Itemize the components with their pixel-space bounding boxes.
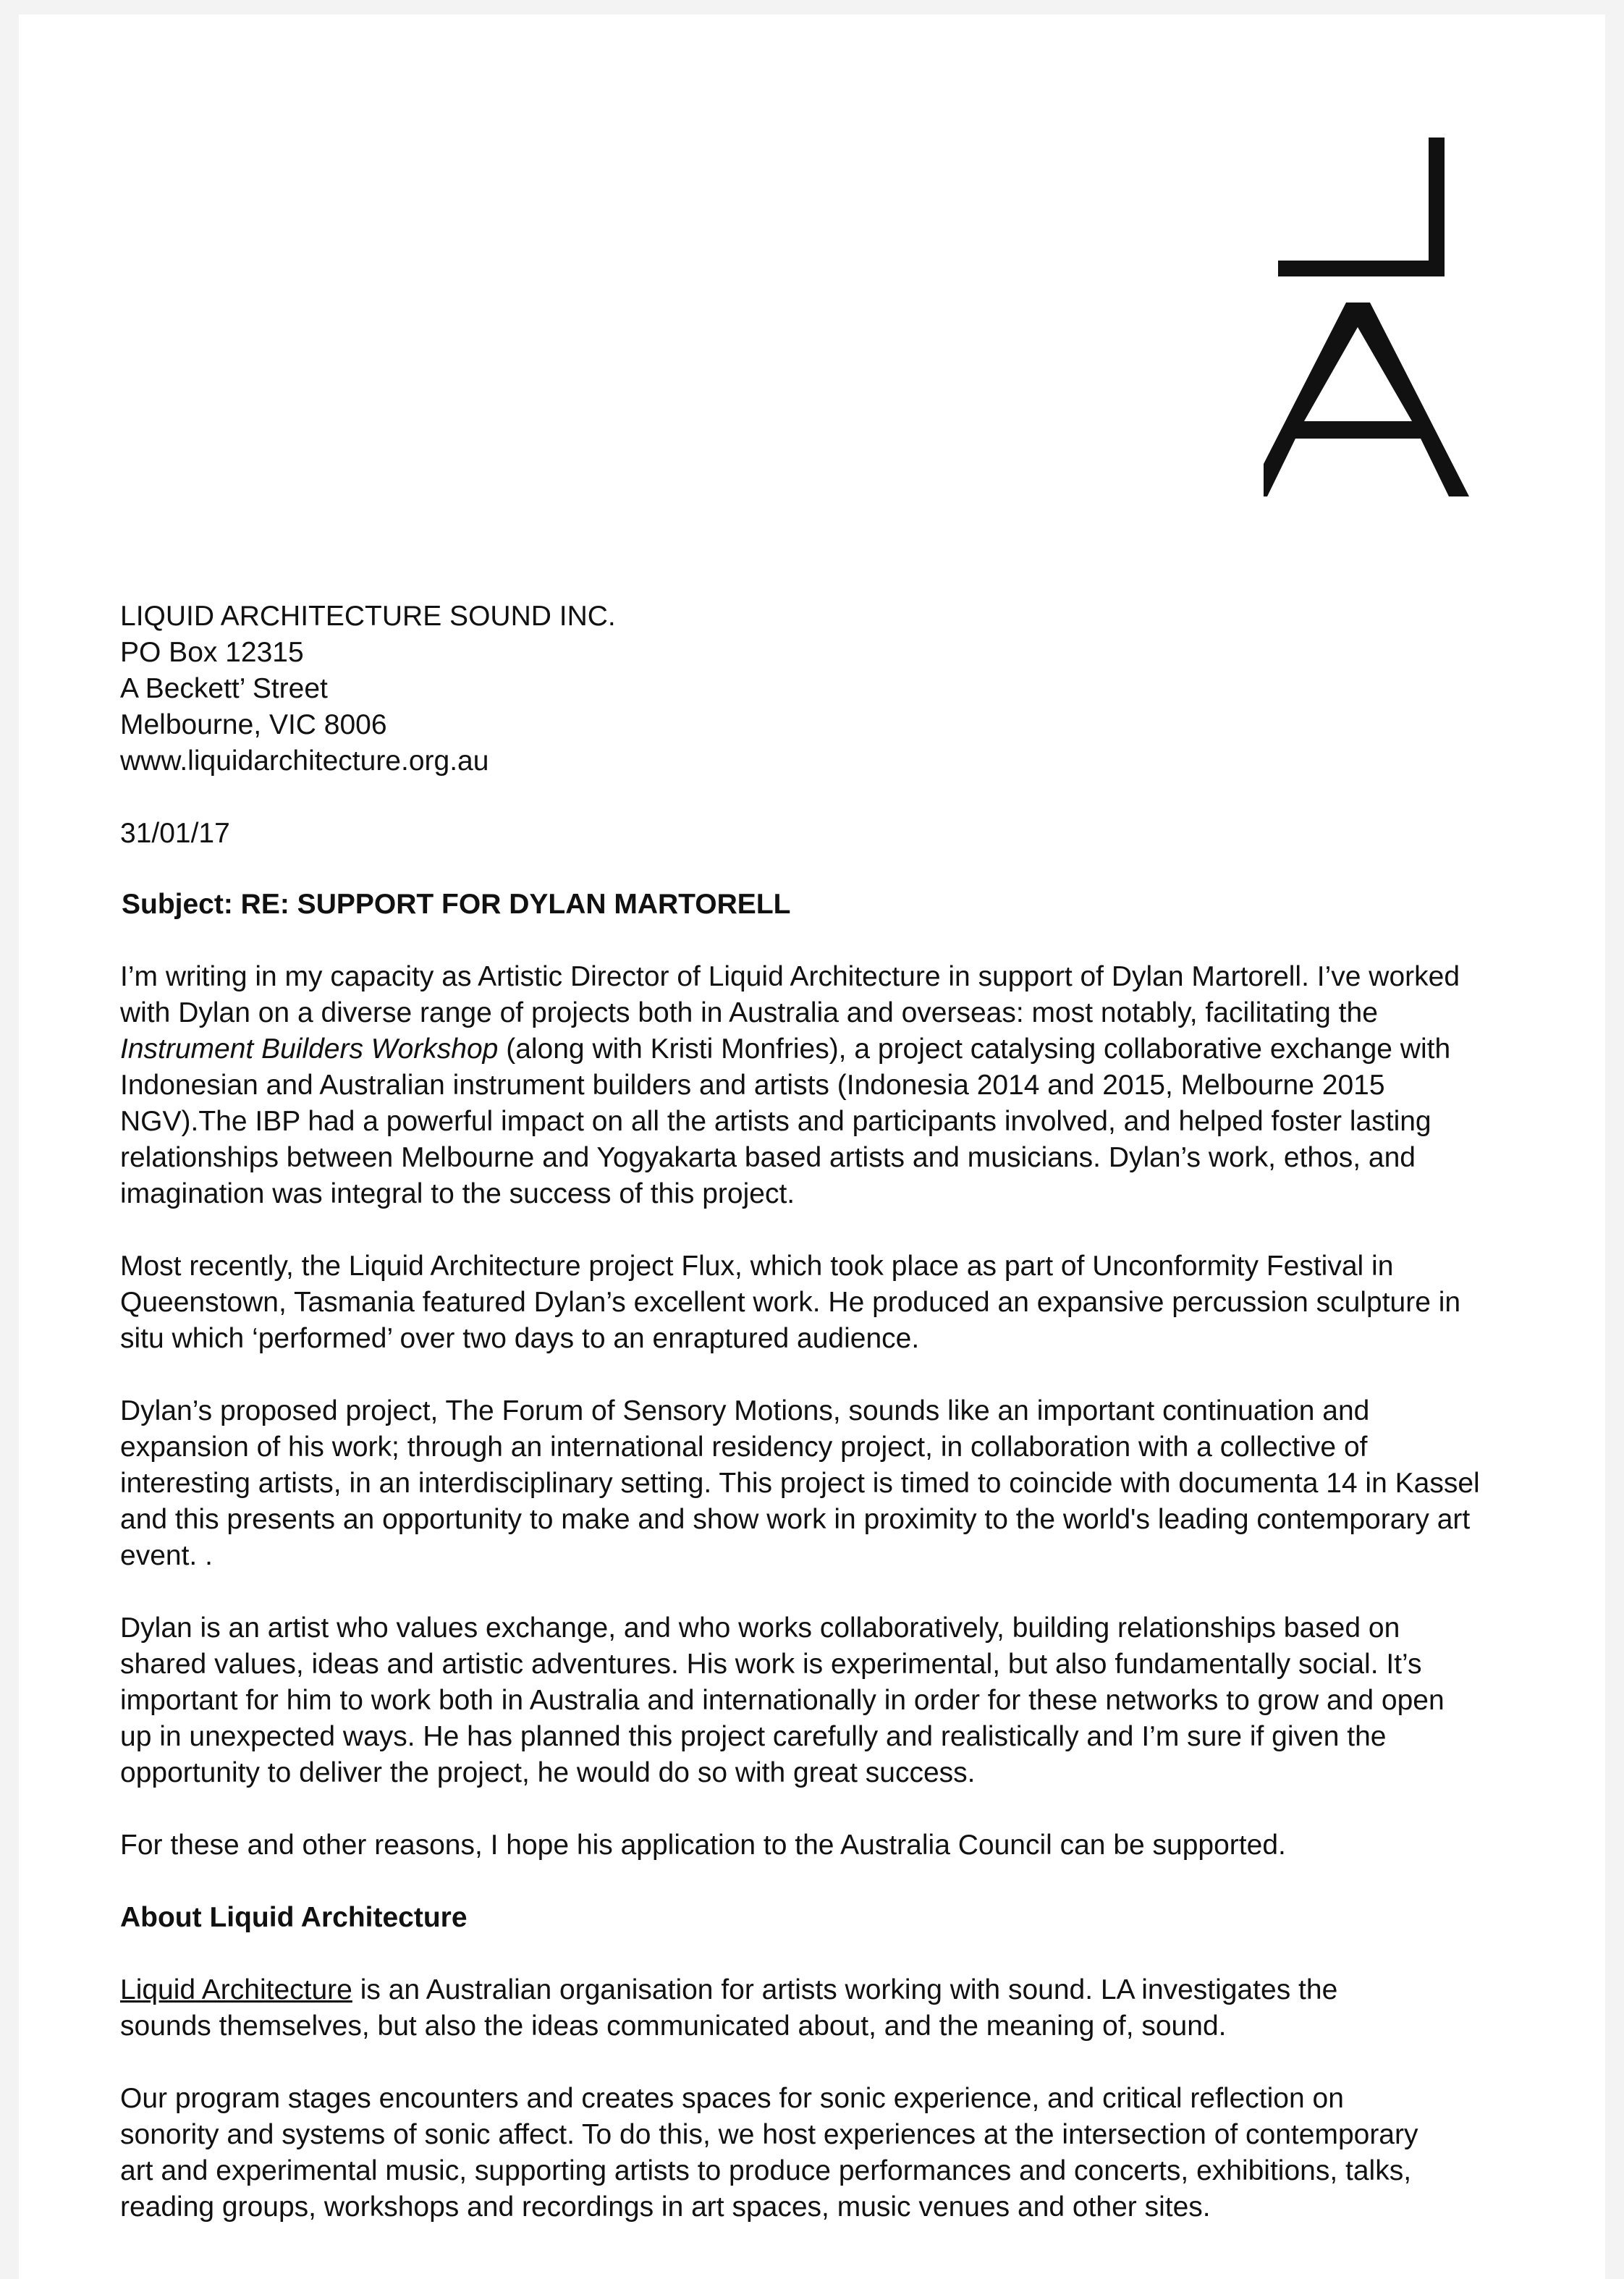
paragraph-line: For these and other reasons, I hope his application to the Australia Council can be supported. — [120, 1830, 1286, 1861]
paragraph-line: imagination was integral to the success of this project. — [120, 1178, 795, 1209]
paragraph-line: art and experimental music, supporting artists to produce performances and concerts, exhibitions, talks, — [120, 2155, 1412, 2186]
paragraph-line: NGV).The IBP had a powerful impact on all the artists and participants involved, and helped foster lasting — [120, 1106, 1431, 1137]
org-name: LIQUID ARCHITECTURE SOUND INC. — [120, 601, 616, 632]
subject-line — [122, 887, 1562, 923]
paragraph-line: relationships between Melbourne and Yogyakarta based artists and musicians. Dylan’s work, ethos, and — [120, 1142, 1416, 1173]
workshop-title: Instrument Builders Workshop — [120, 1033, 499, 1065]
paragraph-line: Queenstown, Tasmania featured Dylan’s excellent work. He produced an expansive percussion sculpture in — [120, 1287, 1461, 1318]
paragraph-line-rest: is an Australian organisation for artists working with sound. LA investigates the — [352, 1974, 1338, 2005]
paragraph-line — [120, 1972, 1560, 2008]
letter-page — [19, 14, 1605, 2279]
paragraph-line: interesting artists, in an interdisciplinary setting. This project is timed to coincide with documenta 14 in Kassel — [120, 1468, 1480, 1499]
paragraph-line: opportunity to deliver the project, he would do so with great success. — [120, 1757, 976, 1788]
about-heading — [120, 1900, 1560, 1936]
website: www.liquidarchitecture.org.au — [120, 745, 489, 777]
paragraph-1 — [120, 959, 1560, 1212]
paragraph-3 — [120, 1393, 1560, 1574]
paragraph-line: I’m writing in my capacity as Artistic Director of Liquid Architecture in support of Dylan Martorell. I’ve worked — [120, 961, 1460, 992]
letter-date — [120, 816, 1560, 852]
paragraph-line: sonority and systems of sonic affect. To do this, we host experiences at the intersection of contemporary — [120, 2119, 1418, 2150]
paragraph-line: with Dylan on a diverse range of projects both in Australia and overseas: most notably, facilitating the — [120, 997, 1378, 1028]
la-logo — [1264, 138, 1473, 508]
street: A Beckett’ Street — [120, 673, 328, 704]
paragraph-line: situ which ‘performed’ over two days to an enraptured audience. — [120, 1323, 920, 1354]
logo-l-horizontal-stroke — [1278, 261, 1445, 276]
paragraph-4 — [120, 1610, 1560, 1791]
po-box: PO Box 12315 — [120, 637, 304, 668]
paragraph-line: Dylan’s proposed project, The Forum of Sensory Motions, sounds like an important continuation and — [120, 1395, 1370, 1426]
sender-address — [120, 599, 1560, 779]
paragraph-5 — [120, 1827, 1560, 1864]
paragraph-line: Dylan is an artist who values exchange, and who works collaboratively, building relationships based on — [120, 1612, 1400, 1644]
date-text: 31/01/17 — [120, 818, 230, 849]
paragraph-line — [120, 1031, 1560, 1067]
paragraph-2 — [120, 1248, 1560, 1357]
paragraph-line: and this presents an opportunity to make and show work in proximity to the world's leading contemporary art — [120, 1504, 1471, 1535]
paragraph-line: reading groups, workshops and recordings in art spaces, music venues and other sites. — [120, 2191, 1211, 2223]
paragraph-line: shared values, ideas and artistic adventures. His work is experimental, but also fundamentally social. It’s — [120, 1649, 1422, 1680]
paragraph-line: up in unexpected ways. He has planned this project carefully and realistically and I’m sure if given the — [120, 1721, 1387, 1752]
paragraph-line: Our program stages encounters and creates spaces for sonic experience, and critical reflection on — [120, 2083, 1344, 2114]
about-heading-text: About Liquid Architecture — [120, 1902, 468, 1933]
paragraph-line: Most recently, the Liquid Architecture project Flux, which took place as part of Unconformity Festival in — [120, 1251, 1394, 1282]
logo-l-vertical-stroke — [1429, 138, 1445, 276]
liquid-architecture-link[interactable]: Liquid Architecture — [120, 1974, 352, 2005]
city: Melbourne, VIC 8006 — [120, 709, 387, 740]
paragraph-line: important for him to work both in Australia and internationally in order for these networks to grow and open — [120, 1685, 1445, 1716]
paragraph-line-rest: (along with Kristi Monfries), a project catalysing collaborative exchange with — [498, 1033, 1451, 1065]
paragraph-7 — [120, 2081, 1560, 2225]
paragraph-line: sounds themselves, but also the ideas communicated about, and the meaning of, sound. — [120, 2010, 1227, 2042]
subject-text: Subject: RE: SUPPORT FOR DYLAN MARTORELL — [122, 889, 791, 920]
paragraph-line: expansion of his work; through an international residency project, in collaboration with a collective of — [120, 1432, 1368, 1463]
paragraph-6 — [120, 1972, 1560, 2045]
paragraph-line: Indonesian and Australian instrument builders and artists (Indonesia 2014 and 2015, Melbourne 2015 — [120, 1070, 1385, 1101]
paragraph-line: event. . — [120, 1540, 213, 1571]
